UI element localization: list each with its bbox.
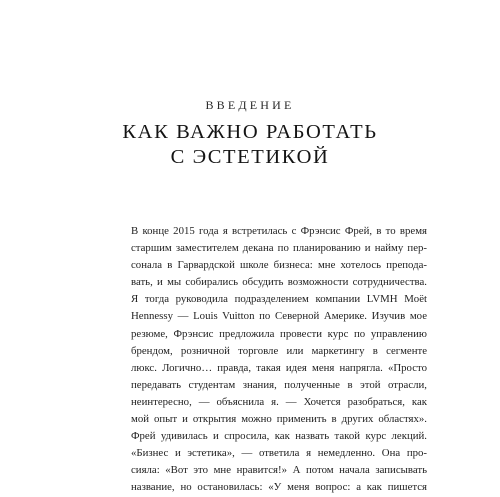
- chapter-title-line-2: С ЭСТЕТИКОЙ: [170, 146, 330, 168]
- body-line: Hennessy — Louis Vuitton по Северной Америке. Изучив мое: [131, 310, 427, 323]
- body-line: люкс. Логично… правда, такая идея меня напрягла. «Просто: [131, 361, 427, 374]
- body-line: брендом, розничной торговле или маркетингу в сегменте: [131, 344, 427, 357]
- body-line: старшим заместителем декана по планированию и найму пер-: [131, 242, 427, 255]
- body-line: В конце 2015 года я встретилась с Фрэнсис Фрей, в то время: [131, 225, 427, 237]
- chapter-title: [0, 120, 500, 170]
- chapter-title-line-1: КАК ВАЖНО РАБОТАТЬ: [122, 121, 378, 143]
- body-line: Я тогда руководила подразделением компании LVMH Moët: [131, 293, 427, 306]
- body-line: сияла: «Вот это мне нравится!» А потом начала записывать: [131, 464, 427, 477]
- body-line: вать, и мы собирались обсудить возможности сотрудничества.: [131, 276, 427, 289]
- body-paragraph: [131, 223, 427, 497]
- body-line: Фрей удивилась и спросила, как назвать такой курс лекций.: [131, 430, 427, 443]
- chapter-label: ВВЕДЕНИЕ: [205, 98, 295, 112]
- body-line: резюме, Фрэнсис предложила провести курс по управлению: [131, 327, 427, 340]
- body-line: название, но остановилась: «У меня вопрос: а как пишется: [131, 481, 427, 494]
- body-line: передавать студентам знания, полученные в этой отрасли,: [131, 378, 427, 391]
- body-line: неинтересно, — объяснила я. — Хочется разобраться, как: [131, 395, 427, 408]
- body-line: мой опыт и открытия можно применить в других областях».: [131, 413, 427, 426]
- body-line: «Бизнес и эстетика», — ответила я немедленно. Она про-: [131, 447, 427, 460]
- body-line: сонала в Гарвардской школе бизнеса: мне хотелось препода-: [131, 259, 427, 272]
